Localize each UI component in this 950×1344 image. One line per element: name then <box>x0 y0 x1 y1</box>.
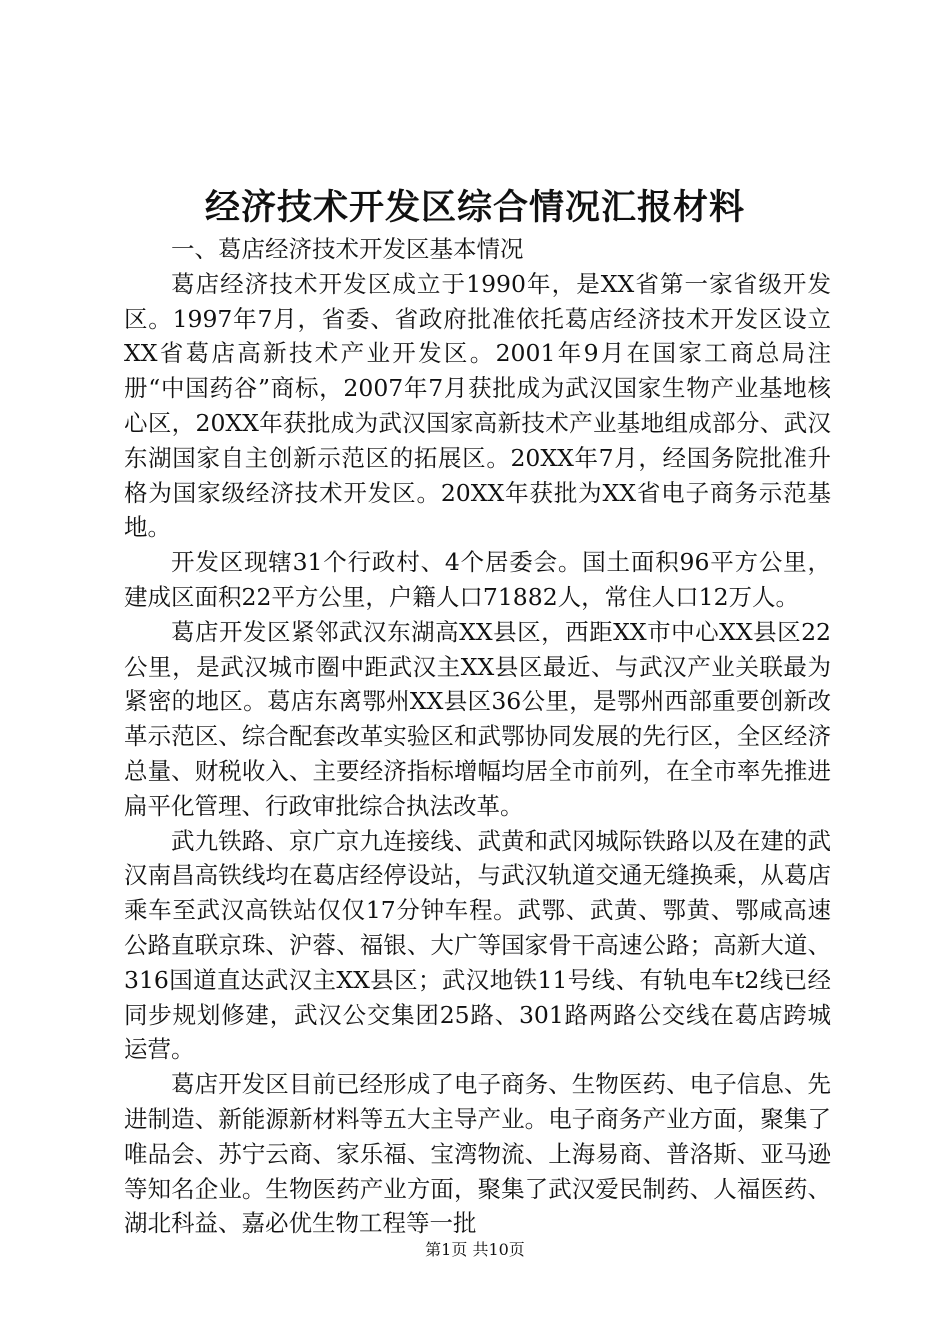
page-footer: 第1页 共10页 <box>425 1240 525 1259</box>
document-body <box>124 232 831 1241</box>
section-heading: 一、葛店经济技术开发区基本情况 <box>171 235 524 263</box>
body-paragraph: 武九铁路、京广京九连接线、武黄和武冈城际铁路以及在建的武汉南昌高铁线均在葛店经停设站，与武汉轨道交通无缝换乘，从葛店乘车至武汉高铁站仅仅17分钟车程。武鄂、武黄、鄂黄、鄂咸高速公路直联京珠、沪蓉、福银、大广等国家骨干高速公路；高新大道、316国道直达武汉主XX县区；武汉地铁11号线、有轨电车t2线已经同步规划修建，武汉公交集团25路、301路两路公交线在葛店跨城运营。 <box>124 826 831 1064</box>
body-paragraph: 葛店经济技术开发区成立于1990年，是XX省第一家省级开发区。1997年7月，省委、省政府批准依托葛店经济技术开发区设立XX省葛店高新技术产业开发区。2001年9月在国家工商总局注册“中国药谷”商标，2007年7月获批成为武汉国家生物产业基地核心区，20XX年获批成为武汉国家高新技术产业基地组成部分、武汉东湖国家自主创新示范区的拓展区。20XX年7月，经国务院批准升格为国家级经济技术开发区。20XX年获批为XX省电子商务示范基地。 <box>124 269 831 542</box>
body-paragraph: 葛店开发区紧邻武汉东湖高XX县区，西距XX市中心XX县区22公里，是武汉城市圈中距武汉主XX县区最近、与武汉产业关联最为紧密的地区。葛店东离鄂州XX县区36公里，是鄂州西部重要创新改革示范区、综合配套改革实验区和武鄂协同发展的先行区，全区经济总量、财税收入、主要经济指标增幅均居全市前列，在全市率先推进扁平化管理、行政审批综合执法改革。 <box>124 617 831 820</box>
body-paragraph: 开发区现辖31个行政村、4个居委会。国土面积96平方公里，建成区面积22平方公里，户籍人口71882人，常住人口12万人。 <box>124 548 831 611</box>
body-paragraph: 葛店开发区目前已经形成了电子商务、生物医药、电子信息、先进制造、新能源新材料等五大主导产业。电子商务产业方面，聚集了唯品会、苏宁云商、家乐福、宝湾物流、上海易商、普洛斯、亚马逊等知名企业。生物医药产业方面，聚集了武汉爱民制药、人福医药、湖北科益、嘉必优生物工程等一批 <box>124 1070 831 1238</box>
document-title: 经济技术开发区综合情况汇报材料 <box>204 187 745 228</box>
